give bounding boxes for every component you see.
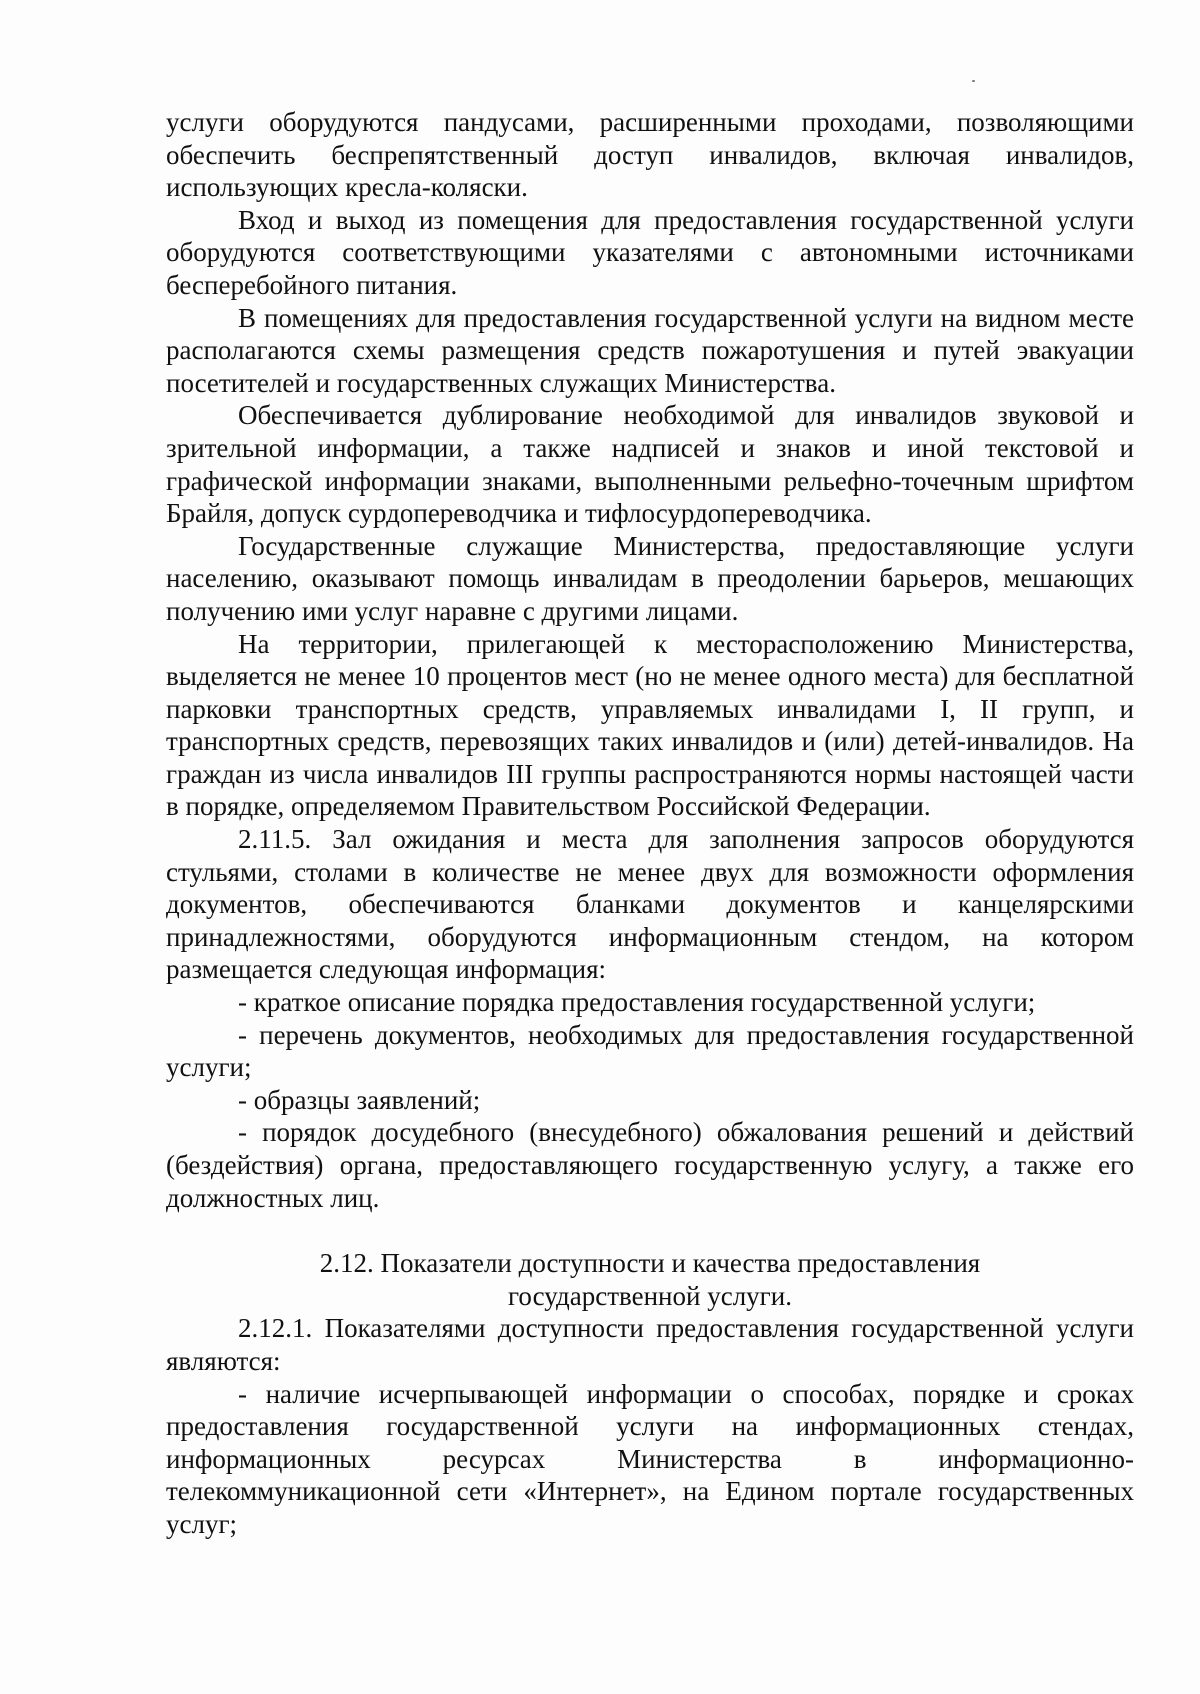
paragraph: На территории, прилегающей к месторасположению Министерства, выделяется не менее 10 процентов мест (но не менее одного места) для бесплатной парковки транспортных средств, управляемых инвалидами I, II групп, и транспортных средств, перевозящих таких инвалидов и (или) детей-инвалидов. На граждан из числа инвалидов III группы распространяются нормы настоящей части в порядке, определяемом Правительством Российской Федерации. xyxy=(166,628,1134,822)
paragraph: В помещениях для предоставления государственной услуги на видном месте располагаются схемы размещения средств пожаротушения и путей эвакуации посетителей и государственных служащих Министерства. xyxy=(166,302,1134,398)
list-item: - краткое описание порядка предоставления государственной услуги; xyxy=(238,987,1036,1018)
heading-line-1: 2.12. Показатели доступности и качества предоставления xyxy=(319,1248,981,1279)
list-item: - порядок досудебного (внесудебного) обжалования решений и действий (бездействия) органа, предоставляющего государственную услугу, а также его должностных лиц. xyxy=(166,1117,1134,1213)
list-item: - перечень документов, необходимых для предоставления государственной услуги; xyxy=(166,1019,1134,1083)
section-heading-2-12 xyxy=(166,1247,1134,1312)
paragraph-2-12-1: 2.12.1. Показателями доступности предоставления государственной услуги являются: xyxy=(166,1313,1134,1376)
paragraph-2-11-5: 2.11.5. Зал ожидания и места для заполнения запросов оборудуются стульями, столами в количестве не менее двух для возможности оформления документов, обеспечиваются бланками документов и канцелярскими принадлежностями, оборудуются информационным стендом, на котором размещается следующая информация: xyxy=(166,824,1134,985)
document-body xyxy=(166,106,1134,1541)
list-item: - образцы заявлений; xyxy=(238,1084,481,1115)
list-item: - наличие исчерпывающей информации о способах, порядке и сроках предоставления государственной услуги на информационных стендах, информационных ресурсах Министерства в информационно-телекоммуникационной сети «Интернет», на Едином портале государственных услуг; xyxy=(166,1378,1134,1539)
heading-line-2: государственной услуги. xyxy=(508,1280,792,1311)
scan-speck xyxy=(972,80,975,82)
paragraph: услуги оборудуются пандусами, расширенными проходами, позволяющими обеспечить беспрепятственный доступ инвалидов, включая инвалидов, использующих кресла-коляски. xyxy=(166,107,1134,203)
paragraph: Обеспечивается дублирование необходимой для инвалидов звуковой и зрительной информации, а также надписей и знаков и иной текстовой и графической информации знаками, выполненными рельефно-точечным шрифтом Брайля, допуск сурдопереводчика и тифлосурдопереводчика. xyxy=(166,400,1134,529)
paragraph: Вход и выход из помещения для предоставления государственной услуги оборудуются соответствующими указателями с автономными источниками бесперебойного питания. xyxy=(166,204,1134,300)
paragraph: Государственные служащие Министерства, предоставляющие услуги населению, оказывают помощь инвалидам в преодолении барьеров, мешающих получению ими услуг наравне с другими лицами. xyxy=(166,530,1134,626)
